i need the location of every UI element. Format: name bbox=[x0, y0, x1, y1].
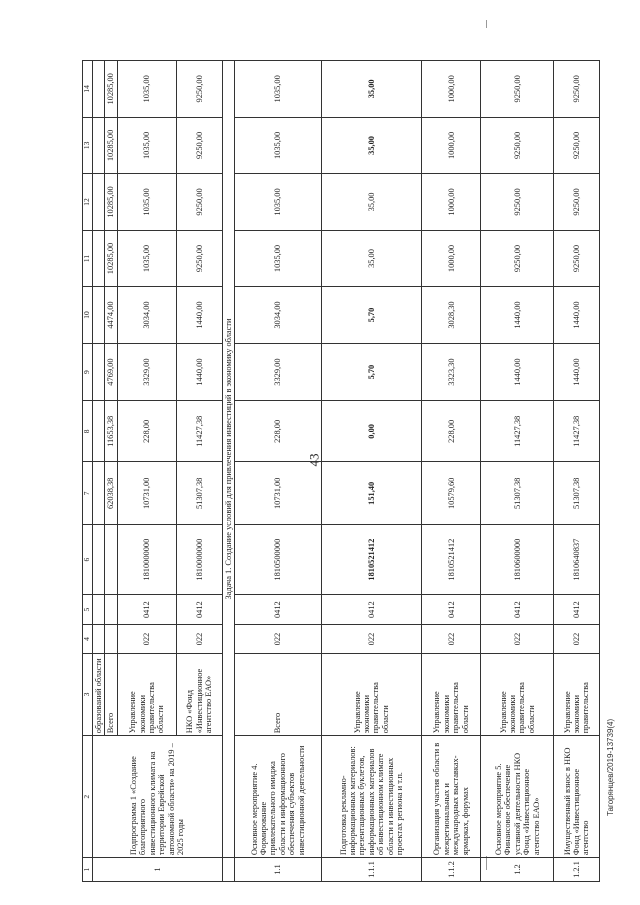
cell-value: 0,00 bbox=[321, 401, 421, 462]
cell-value: 022 bbox=[422, 625, 481, 653]
cell-value: 1810521412 bbox=[422, 525, 481, 595]
cell-value: 51307,38 bbox=[177, 462, 223, 525]
cell-value: 4474,00 bbox=[105, 287, 117, 344]
cell-value: 35,00 bbox=[321, 230, 421, 287]
col-num: 11 bbox=[83, 230, 93, 287]
cell-value: 5,70 bbox=[321, 343, 421, 401]
responsible: Управление экономики правительства области bbox=[117, 653, 176, 736]
cell-value: 9250,00 bbox=[554, 61, 600, 118]
cell-value: 022 bbox=[235, 625, 322, 653]
col-num: 6 bbox=[83, 525, 93, 595]
col-num: 3 bbox=[83, 653, 93, 736]
cell-value: 1810500000 bbox=[235, 525, 322, 595]
responsible: Всего bbox=[235, 653, 322, 736]
column-number-row bbox=[83, 61, 93, 882]
cell-value: 3329,00 bbox=[117, 343, 176, 401]
table-row bbox=[235, 61, 322, 882]
cell-value: 10285,00 bbox=[105, 117, 117, 174]
row-num: 1.1.2 bbox=[422, 858, 481, 882]
col-num: 8 bbox=[83, 401, 93, 462]
cell-value: 1810600000 bbox=[481, 525, 554, 595]
task-row bbox=[222, 61, 234, 882]
cell-value: 0412 bbox=[117, 594, 176, 624]
cell-value: 151,40 bbox=[321, 462, 421, 525]
budget-table bbox=[82, 60, 600, 882]
row-name: Основное мероприятие 4. Формирование привлекательного имиджа области и информационного обеспечения субъектов инвестиционной деятельности bbox=[235, 736, 322, 858]
cell-value: 3323,30 bbox=[422, 343, 481, 401]
cell-value: 9250,00 bbox=[481, 117, 554, 174]
cell-value: 1035,00 bbox=[235, 230, 322, 287]
col-num: 10 bbox=[83, 287, 93, 344]
cell-value: 9250,00 bbox=[554, 117, 600, 174]
col-num: 9 bbox=[83, 343, 93, 401]
cell-value: 9250,00 bbox=[554, 174, 600, 231]
cell-value: 10285,00 bbox=[105, 174, 117, 231]
cell-value: 0412 bbox=[554, 594, 600, 624]
cell-value: 10731,00 bbox=[117, 462, 176, 525]
cell-value: 35,00 bbox=[321, 174, 421, 231]
cell-value: 5,70 bbox=[321, 287, 421, 344]
row-name: Подготовка рекламно-информационных материалов: презентационных буклетов, информационных материалов об инвестиционном климате области и инвестиционных проектах региона и т.п. bbox=[321, 736, 421, 858]
cell-value: 1000,00 bbox=[422, 230, 481, 287]
row-num: 1.2.1 bbox=[554, 858, 600, 882]
cell-value: 3034,00 bbox=[117, 287, 176, 344]
cell-value: 1440,00 bbox=[554, 343, 600, 401]
cell-value: 10579,60 bbox=[422, 462, 481, 525]
cell-value: 0412 bbox=[481, 594, 554, 624]
col-num: 5 bbox=[83, 594, 93, 624]
cell-value: 1810640837 bbox=[554, 525, 600, 595]
cell-value: 51307,38 bbox=[554, 462, 600, 525]
col-num: 1 bbox=[83, 858, 93, 882]
cell-value: 3028,30 bbox=[422, 287, 481, 344]
task-title: Задача 1. Создание условий для привлечения инвестиций в экономику области bbox=[222, 61, 234, 858]
cell-value: 022 bbox=[481, 625, 554, 653]
cell-value: 0412 bbox=[422, 594, 481, 624]
cell-value: 9250,00 bbox=[481, 61, 554, 118]
table-row bbox=[93, 61, 105, 882]
col-num: 2 bbox=[83, 736, 93, 858]
cell-value: 0412 bbox=[235, 594, 322, 624]
row-num: 1.1 bbox=[235, 858, 322, 882]
cell-value: 1440,00 bbox=[177, 287, 223, 344]
cell-value: 228,00 bbox=[422, 401, 481, 462]
cell-value: 9250,00 bbox=[481, 174, 554, 231]
col-num: 4 bbox=[83, 625, 93, 653]
row-num: 1.2 bbox=[481, 858, 554, 882]
cell-value: 35,00 bbox=[321, 61, 421, 118]
cell-value: 1035,00 bbox=[235, 117, 322, 174]
row-num: 1.1.1 bbox=[321, 858, 421, 882]
cell-value: 1000,00 bbox=[422, 61, 481, 118]
cell-value: 10285,00 bbox=[105, 61, 117, 118]
cell-value: 3034,00 bbox=[235, 287, 322, 344]
row-name: Основное мероприятие 5. Финансовое обеспечение уставной деятельности НКО Фонд «Инвестиционное агентство ЕАО» bbox=[481, 736, 554, 858]
cell-value: 9250,00 bbox=[481, 230, 554, 287]
responsible: Управление экономики правительства bbox=[554, 653, 600, 736]
responsible: НКО «Фонд «Инвестиционное агентство ЕАО» bbox=[177, 653, 223, 736]
cell-value: 51307,38 bbox=[481, 462, 554, 525]
col-num: 12 bbox=[83, 174, 93, 231]
rotated-table-container bbox=[82, 60, 600, 882]
cell-value: 11427,38 bbox=[481, 401, 554, 462]
row-name: Организация участия области в межрегиональных и международных выставках-ярмарках, форумах bbox=[422, 736, 481, 858]
cell-value: 022 bbox=[321, 625, 421, 653]
col-num: 14 bbox=[83, 61, 93, 118]
margin-mark bbox=[486, 20, 487, 28]
table-row bbox=[422, 61, 481, 882]
cell-value: 35,00 bbox=[321, 117, 421, 174]
cell-value: 1000,00 bbox=[422, 174, 481, 231]
cell-value: 9250,00 bbox=[554, 230, 600, 287]
cell-value: 1000,00 bbox=[422, 117, 481, 174]
cell-value: 1810000000 bbox=[117, 525, 176, 595]
document-stamp: Тагорянцев/2019-13739(4) bbox=[606, 718, 615, 816]
cell-value: 11653,38 bbox=[105, 401, 117, 462]
cell-value: 1440,00 bbox=[481, 343, 554, 401]
cell-value: 228,00 bbox=[235, 401, 322, 462]
table-row bbox=[481, 61, 554, 882]
cell-value: 9250,00 bbox=[177, 117, 223, 174]
cell-value: 1440,00 bbox=[554, 287, 600, 344]
row-name: Подпрограмма 1 «Создание благоприятного инвестиционного климата на территории Еврейской автономной области» на 2019 – 2025 годы bbox=[93, 736, 223, 858]
cell-value: 11427,38 bbox=[554, 401, 600, 462]
cell-value: 1035,00 bbox=[117, 174, 176, 231]
cell-value: 1810000000 bbox=[177, 525, 223, 595]
responsible: Управление экономики правительства области bbox=[481, 653, 554, 736]
cell-value: 1035,00 bbox=[235, 174, 322, 231]
page-number: 43 bbox=[306, 453, 322, 467]
cell-value: 9250,00 bbox=[177, 174, 223, 231]
col-num: 13 bbox=[83, 117, 93, 174]
cell-value: 1035,00 bbox=[235, 61, 322, 118]
cell-value: 022 bbox=[554, 625, 600, 653]
cell-value: 1810521412 bbox=[321, 525, 421, 595]
cell-value: 228,00 bbox=[117, 401, 176, 462]
table-row bbox=[554, 61, 600, 882]
cell-value: 10731,00 bbox=[235, 462, 322, 525]
cell-value: 11427,38 bbox=[177, 401, 223, 462]
cell-value: 3329,00 bbox=[235, 343, 322, 401]
cell-value: 1035,00 bbox=[117, 230, 176, 287]
col-num: 7 bbox=[83, 462, 93, 525]
cell-value: 1440,00 bbox=[177, 343, 223, 401]
responsible: образований области bbox=[93, 653, 105, 736]
cell-value: 1035,00 bbox=[117, 117, 176, 174]
cell-value: 1035,00 bbox=[117, 61, 176, 118]
row-num: 1 bbox=[93, 858, 223, 882]
row-name: Имущественный взнос в НКО Фонд «Инвестиционное агентство bbox=[554, 736, 600, 858]
cell-value: 1440,00 bbox=[481, 287, 554, 344]
cell-value: 022 bbox=[177, 625, 223, 653]
responsible: Управление экономики правительства области bbox=[422, 653, 481, 736]
cell-value: 0412 bbox=[321, 594, 421, 624]
cell-value: 022 bbox=[117, 625, 176, 653]
cell-value: 4769,00 bbox=[105, 343, 117, 401]
cell-value: 0412 bbox=[177, 594, 223, 624]
table-row bbox=[321, 61, 421, 882]
cell-value: 9250,00 bbox=[177, 61, 223, 118]
cell-value: 10285,00 bbox=[105, 230, 117, 287]
cell-value: 9250,00 bbox=[177, 230, 223, 287]
responsible: Всего bbox=[105, 653, 117, 736]
cell-value: 62038,38 bbox=[105, 462, 117, 525]
responsible: Управление экономики правительства области bbox=[321, 653, 421, 736]
